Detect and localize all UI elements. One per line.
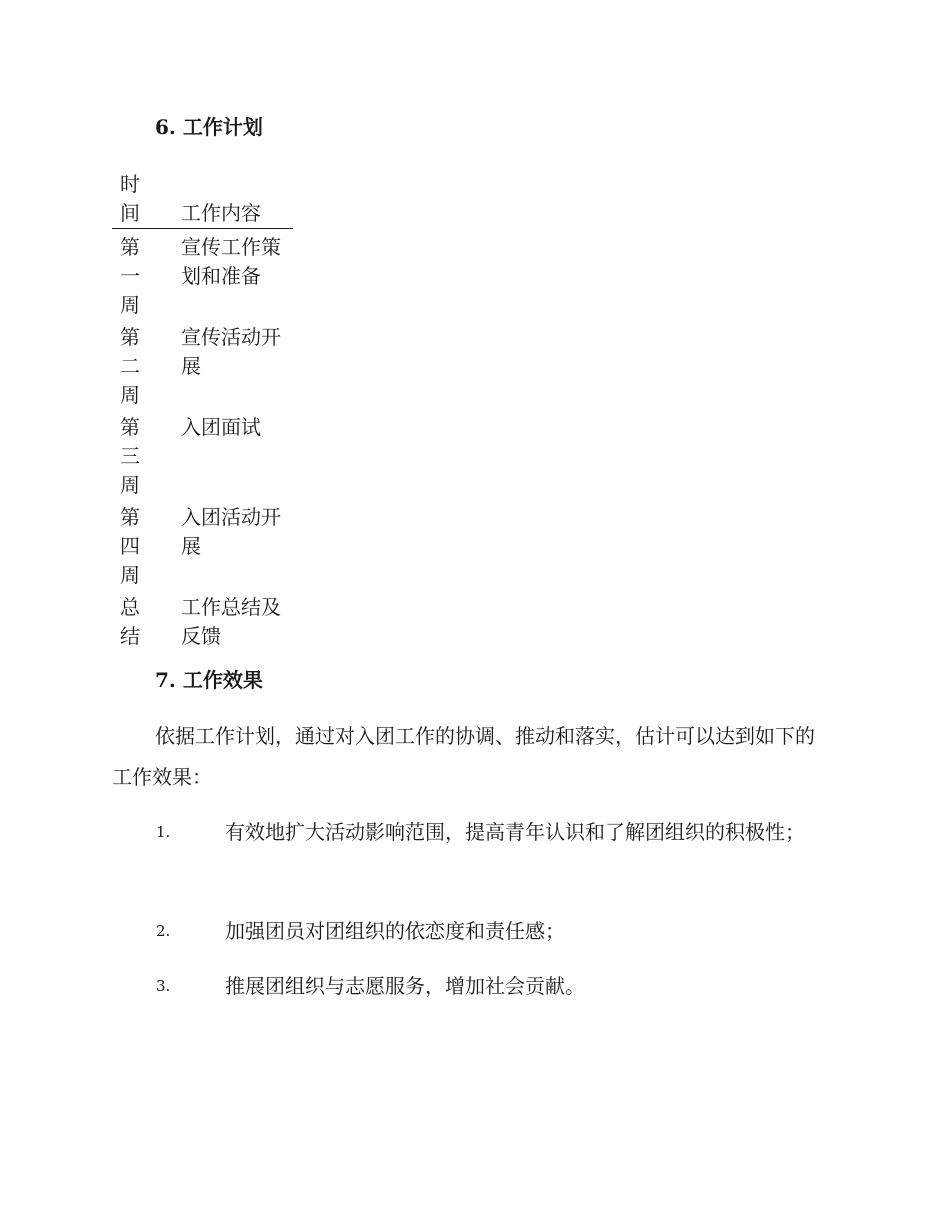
header-content-label: 工作内容 (181, 201, 261, 225)
table-row (112, 590, 293, 651)
list-number: 2. (156, 922, 171, 940)
table-row (112, 500, 293, 590)
list-text: 推展团组织与志愿服务，增加社会贡献。 (225, 974, 585, 998)
table-row (112, 320, 293, 410)
row-time: 第三周 (120, 415, 140, 497)
header-time-label: 时间 (120, 172, 140, 225)
list-text: 有效地扩大活动影响范围，提高青年认识和了解团组织的积极性； (225, 820, 805, 844)
table-cell-content (160, 410, 293, 500)
table-cell-content (160, 500, 293, 590)
table-cell-time (112, 410, 160, 500)
row-time: 第四周 (120, 505, 140, 587)
table-cell-time (112, 320, 160, 410)
table-header-content (160, 170, 293, 229)
list-number: 3. (156, 977, 171, 995)
list-text: 加强团员对团组织的依恋度和责任感； (225, 919, 565, 943)
table-header-time (112, 170, 160, 229)
section-heading-work-results: 7. 工作效果 (155, 668, 263, 692)
table-row (112, 410, 293, 500)
table-cell-content (160, 590, 293, 651)
section-heading-work-plan: 6. 工作计划 (155, 115, 263, 139)
list-item (112, 964, 822, 1009)
list-item (112, 810, 822, 855)
table-header-row (112, 170, 293, 229)
row-time: 第一周 (120, 235, 140, 317)
row-content: 宣传工作策划和准备 (181, 235, 281, 288)
row-time: 总结 (120, 595, 140, 648)
row-content: 工作总结及反馈 (181, 595, 281, 648)
work-plan-table (112, 170, 293, 651)
table-row (112, 229, 293, 321)
row-content: 入团面试 (181, 415, 261, 439)
results-intro-paragraph: 依据工作计划，通过对入团工作的协调、推动和落实，估计可以达到如下的工作效果： (112, 724, 815, 789)
table-cell-time (112, 229, 160, 321)
table-cell-content (160, 229, 293, 321)
table-cell-content (160, 320, 293, 410)
table-cell-time (112, 590, 160, 651)
list-number: 1. (156, 823, 171, 841)
row-content: 入团活动开展 (181, 505, 281, 558)
row-content: 宣传活动开展 (181, 325, 281, 378)
row-time: 第二周 (120, 325, 140, 407)
list-item (112, 909, 822, 954)
table-cell-time (112, 500, 160, 590)
